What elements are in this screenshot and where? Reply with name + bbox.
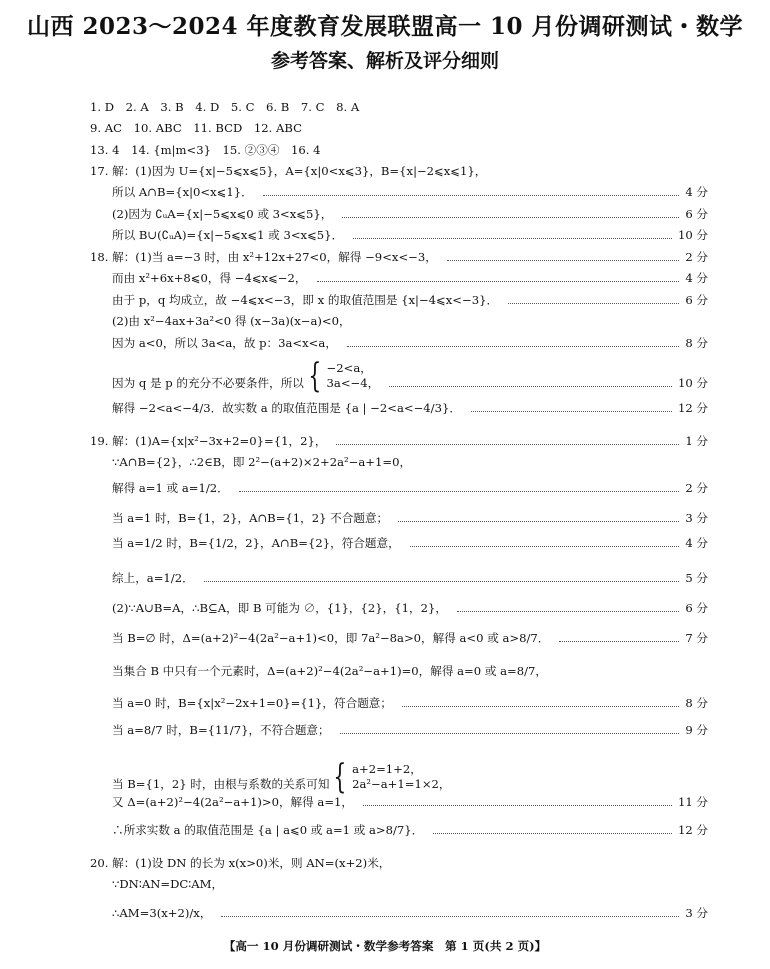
answer-line [90, 249, 708, 265]
dot-leader [471, 411, 672, 412]
equation-system [329, 757, 451, 797]
answer-line [112, 335, 708, 351]
answer-text: 18. 解：(1)当 a=−3 时，由 x²+12x+27<0，解得 −9<x<−3， [90, 250, 437, 264]
answer-line [112, 313, 708, 329]
equation-row: a+2=1+2， [352, 762, 422, 776]
score-label: 1 分 [685, 434, 708, 448]
answer-line [112, 400, 708, 416]
answer-line [112, 184, 708, 200]
dot-leader [347, 346, 679, 347]
answer-text: 解得 −2<a<−4/3．故实数 a 的取值范围是 {a | −2<a<−4/3}． [112, 401, 461, 415]
answer-line [90, 120, 708, 136]
answer-line [90, 433, 708, 449]
dot-leader [336, 444, 679, 445]
answer-text: 而由 x²+6x+8⩽0，得 −4⩽x⩽−2， [112, 271, 307, 285]
answer-text: 当 a=0 时，B={x|x²−2x+1=0}={1}，符合题意； [112, 696, 392, 710]
answer-line [90, 163, 708, 179]
answer-text: 9. AC 10. ABC 11. BCD 12. ABC [90, 121, 302, 135]
answer-line [112, 356, 708, 396]
answer-line [112, 722, 708, 738]
dot-leader [389, 386, 672, 387]
score-label: 10 分 [677, 376, 708, 390]
dot-leader [204, 581, 680, 582]
score-label: 4 分 [685, 536, 708, 550]
score-label: 11 分 [677, 795, 708, 809]
answer-line [112, 876, 708, 892]
answer-line [112, 695, 708, 711]
answer-text: 因为 q 是 p 的充分不必要条件，所以 [112, 376, 304, 390]
answer-line [90, 855, 708, 871]
answer-text: 当集合 B 中只有一个元素时，Δ=(a+2)²−4(2a²−a+1)=0，解得 a=0 或 a=8/7， [112, 664, 547, 678]
dot-leader [410, 546, 680, 547]
equation-system [304, 356, 380, 396]
answer-line [112, 757, 708, 797]
score-label: 2 分 [685, 481, 708, 495]
answer-line [112, 270, 708, 286]
answer-text: 19. 解：(1)A={x|x²−3x+2=0}={1，2}， [90, 434, 327, 448]
answer-text: 1. D 2. A 3. B 4. D 5. C 6. B 7. C 8. A [90, 100, 360, 114]
score-label: 8 分 [685, 696, 708, 710]
score-label: 5 分 [685, 571, 708, 585]
answer-text: ∴所求实数 a 的取值范围是 {a | a⩽0 或 a=1 或 a>8/7}． [112, 823, 424, 837]
answer-line [112, 570, 708, 586]
answer-line [112, 227, 708, 243]
score-label: 12 分 [677, 401, 708, 415]
answer-text: 因为 a<0，所以 3a<a，故 p：3a<x<a， [112, 336, 337, 350]
score-label: 3 分 [685, 511, 708, 525]
left-brace: { [333, 757, 347, 797]
score-label: 2 分 [685, 250, 708, 264]
page-footer: 【高一 10 月份调研测试・数学参考答案 第 1 页(共 2 页)】 [223, 939, 547, 953]
score-label: 3 分 [685, 906, 708, 920]
equation-row: 2a²−a+1=1×2， [352, 777, 451, 791]
dot-leader [447, 260, 680, 261]
answer-text: 20. 解：(1)设 DN 的长为 x(x>0)米，则 AN=(x+2)米， [90, 856, 391, 870]
dot-leader [433, 833, 672, 834]
answer-text: ∵A∩B={2}，∴2∈B，即 2²−(a+2)×2+2a²−a+1=0， [112, 455, 412, 469]
score-label: 7 分 [685, 631, 708, 645]
dot-leader [363, 805, 672, 806]
answer-text: 所以 B∪(∁ᵤA)={x|−5⩽x⩽1 或 3<x⩽5}． [112, 228, 344, 242]
score-label: 6 分 [685, 293, 708, 307]
score-label: 9 分 [685, 723, 708, 737]
answer-text: ∴AM=3(x+2)/x， [112, 906, 212, 920]
answer-line [112, 292, 708, 308]
answer-text: (2)因为 ∁ᵤA={x|−5⩽x⩽0 或 3<x⩽5}， [112, 207, 333, 221]
answer-line [112, 206, 708, 222]
answer-text: 17. 解：(1)因为 U={x|−5⩽x⩽5}，A={x|0<x⩽3}，B={x|−2⩽x⩽1}， [90, 164, 487, 178]
page-subtitle: 参考答案、解析及评分细则 [270, 50, 499, 72]
answer-text: (2)∵A∪B=A，∴B⊆A，即 B 可能为 ∅，{1}，{2}，{1，2}， [112, 601, 447, 615]
answer-line [112, 600, 708, 616]
dot-leader [221, 916, 679, 917]
answer-text: (2)由 x²−4ax+3a²<0 得 (x−3a)(x−a)<0， [112, 314, 351, 328]
dot-leader [342, 217, 679, 218]
dot-leader [402, 706, 679, 707]
answer-text: 综上，a=1/2． [112, 571, 194, 585]
dot-leader [317, 281, 680, 282]
equation-row: 3a<−4， [326, 376, 380, 390]
score-label: 6 分 [685, 601, 708, 615]
dot-leader [239, 491, 680, 492]
answer-text: 13. 4 14. {m|m<3} 15. ②③④ 16. 4 [90, 143, 321, 157]
score-label: 4 分 [685, 185, 708, 199]
score-label: 12 分 [677, 823, 708, 837]
answer-line [112, 454, 708, 470]
answer-line [112, 905, 708, 921]
dot-leader [353, 238, 672, 239]
answer-text: 由于 p，q 均成立，故 −4⩽x<−3，即 x 的取值范围是 {x|−4⩽x<−3}． [112, 293, 499, 307]
left-brace: { [308, 356, 322, 396]
dot-leader [340, 733, 680, 734]
dot-leader [457, 611, 679, 612]
answer-line [112, 535, 708, 551]
answer-line [90, 142, 708, 158]
answer-line [112, 630, 708, 646]
score-label: 10 分 [677, 228, 708, 242]
equation-row: −2<a， [326, 361, 372, 375]
dot-leader [263, 195, 680, 196]
score-label: 6 分 [685, 207, 708, 221]
answer-line [112, 480, 708, 496]
answer-line [112, 794, 708, 810]
score-label: 8 分 [685, 336, 708, 350]
answer-text: 又 Δ=(a+2)²−4(2a²−a+1)>0，解得 a=1， [112, 795, 354, 809]
answer-text: 解得 a=1 或 a=1/2． [112, 481, 229, 495]
answer-line [90, 99, 708, 115]
answer-text: 当 a=1/2 时，B={1/2，2}，A∩B={2}，符合题意， [112, 536, 400, 550]
dot-leader [559, 641, 679, 642]
answer-line [112, 822, 708, 838]
answer-line [112, 510, 708, 526]
answer-text: 所以 A∩B={x|0<x⩽1}． [112, 185, 253, 199]
answer-text: 当 a=8/7 时，B={11/7}，不符合题意； [112, 723, 330, 737]
answer-text: 当 B=∅ 时，Δ=(a+2)²−4(2a²−a+1)<0，即 7a²−8a>0，解得 a<0 或 a>8/7． [112, 631, 550, 645]
answer-text: 当 B={1，2} 时，由根与系数的关系可知 [112, 777, 330, 791]
answer-line [112, 663, 708, 679]
score-label: 4 分 [685, 271, 708, 285]
dot-leader [398, 521, 679, 522]
dot-leader [508, 303, 679, 304]
answer-text: ∵DN∶AN=DC∶AM， [112, 877, 224, 891]
answer-text: 当 a=1 时，B={1，2}，A∩B={1，2} 不合题意； [112, 511, 389, 525]
page-title: 山西 2023～2024 年度教育发展联盟高一 10 月份调研测试・数学 [26, 13, 744, 40]
